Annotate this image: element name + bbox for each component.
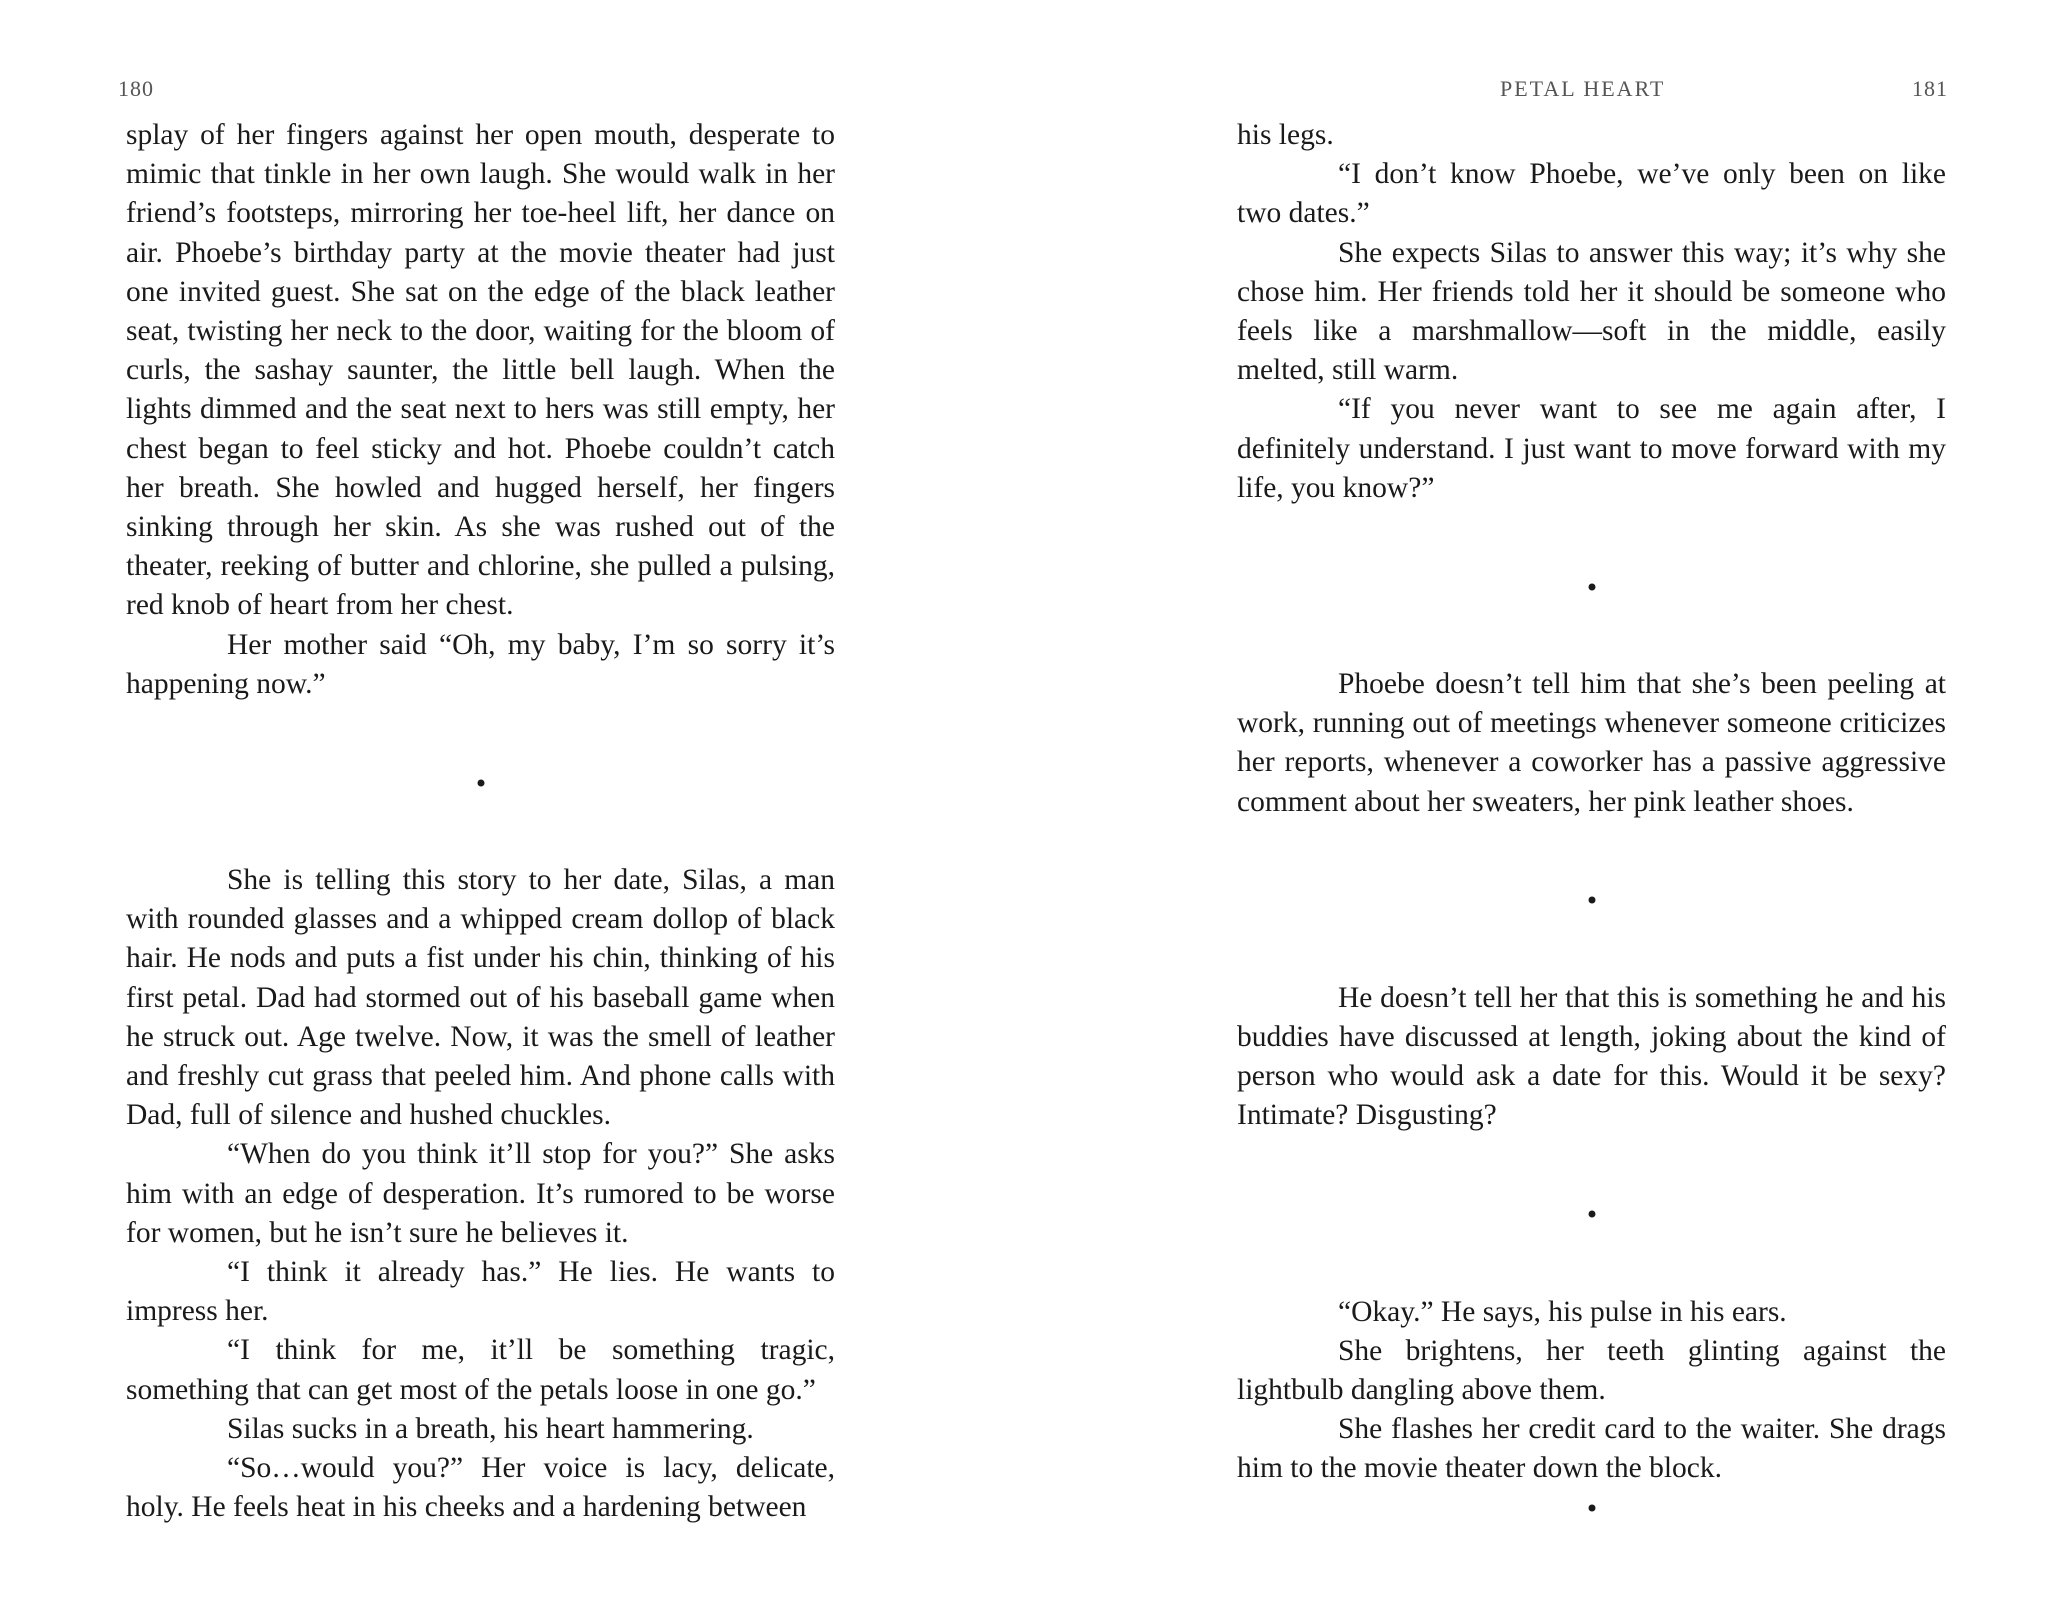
paragraph: “So…would you?” Her voice is lacy, delicate, holy. He feels heat in his cheeks and a hardening between: [126, 1452, 835, 1524]
running-head: PETAL HEART: [1500, 76, 1666, 101]
paragraph: She brightens, her teeth glinting against the lightbulb dangling above them.: [1237, 1334, 1946, 1407]
left-text-block: [126, 116, 835, 1528]
paragraph: splay of her fingers against her open mouth, desperate to mimic that tinkle in her own laugh. She would walk in her friend’s footsteps, mirroring her toe-heel lift, her dance on air. Phoebe’s birthday party at the movie theater had just one invited guest. She sat on the edge of the black leather seat, twisting her neck to the door, waiting for the bloom of curls, the sashay saunter, the little bell laugh. When the lights dimmed and the seat next to hers was still empty, her chest began to feel sticky and hot. Phoebe couldn’t catch her breath. She howled and hugged herself, her fingers sinking through her skin. As she was rushed out of the theater, reeking of butter and chlorine, she pulled a pulsing, red knob of heart from her chest.: [126, 119, 835, 622]
paragraph: his legs.: [1237, 119, 1334, 151]
section-break-dot: [1588, 583, 1595, 590]
section-break-dot: [1588, 897, 1595, 904]
right-text-block: [1237, 116, 1946, 1528]
paragraph: Her mother said “Oh, my baby, I’m so sorry it’s happening now.”: [126, 628, 835, 700]
paragraph: She flashes her credit card to the waiter. She drags him to the movie theater down the block.: [1237, 1413, 1946, 1485]
paragraph: “Okay.” He says, his pulse in his ears.: [1338, 1295, 1787, 1328]
paragraph: Silas sucks in a breath, his heart hammering.: [227, 1412, 754, 1445]
paragraph: “If you never want to see me again after, I definitely understand. I just want to move forward with my life, you know?”: [1237, 393, 1946, 504]
paragraph: She expects Silas to answer this way; it’s why she chose him. Her friends told her it should be someone who feels like a marshmallow—soft in the middle, easily melted, still warm.: [1237, 236, 1946, 387]
section-break: [1237, 508, 1946, 665]
paragraph: He doesn’t tell her that this is something he and his buddies have discussed at length, joking about the kind of person who would ask a date for this. Would it be sexy? Intimate? Disgusting?: [1237, 981, 1946, 1132]
paragraph: “When do you think it’ll stop for you?” She asks him with an edge of desperation. It’s rumored to be worse for women, but he isn’t sure he believes it.: [126, 1138, 835, 1249]
section-break: [126, 704, 835, 861]
paragraph: “I think for me, it’ll be something tragic, something that can get most of the petals loose in one go.”: [126, 1334, 835, 1406]
right-page: [1024, 0, 2048, 1598]
section-break-dot: [1588, 1505, 1595, 1512]
paragraph: “I think it already has.” He lies. He wants to impress her.: [126, 1256, 835, 1328]
section-break-dot: [1588, 1211, 1595, 1218]
paragraph: “I don’t know Phoebe, we’ve only been on like two dates.”: [1237, 158, 1946, 230]
section-break: [1237, 1489, 1946, 1528]
section-break: [1237, 822, 1946, 979]
page-number-left: 180: [118, 76, 154, 101]
page-number-right: 181: [1912, 76, 1948, 101]
section-break: [1237, 1136, 1946, 1293]
paragraph: Phoebe doesn’t tell him that she’s been peeling at work, running out of meetings whenever someone criticizes her reports, whenever a coworker has a passive aggressive comment about her sweaters, her pink leather shoes.: [1237, 668, 1946, 818]
paragraph: She is telling this story to her date, Silas, a man with rounded glasses and a whipped cream dollop of black hair. He nods and puts a fist under his chin, thinking of his first petal. Dad had stormed out of his baseball game when he struck out. Age twelve. Now, it was the smell of leather and freshly cut grass that peeled him. And phone calls with Dad, full of silence and hushed chuckles.: [126, 864, 835, 1132]
section-break-dot: [477, 779, 484, 786]
